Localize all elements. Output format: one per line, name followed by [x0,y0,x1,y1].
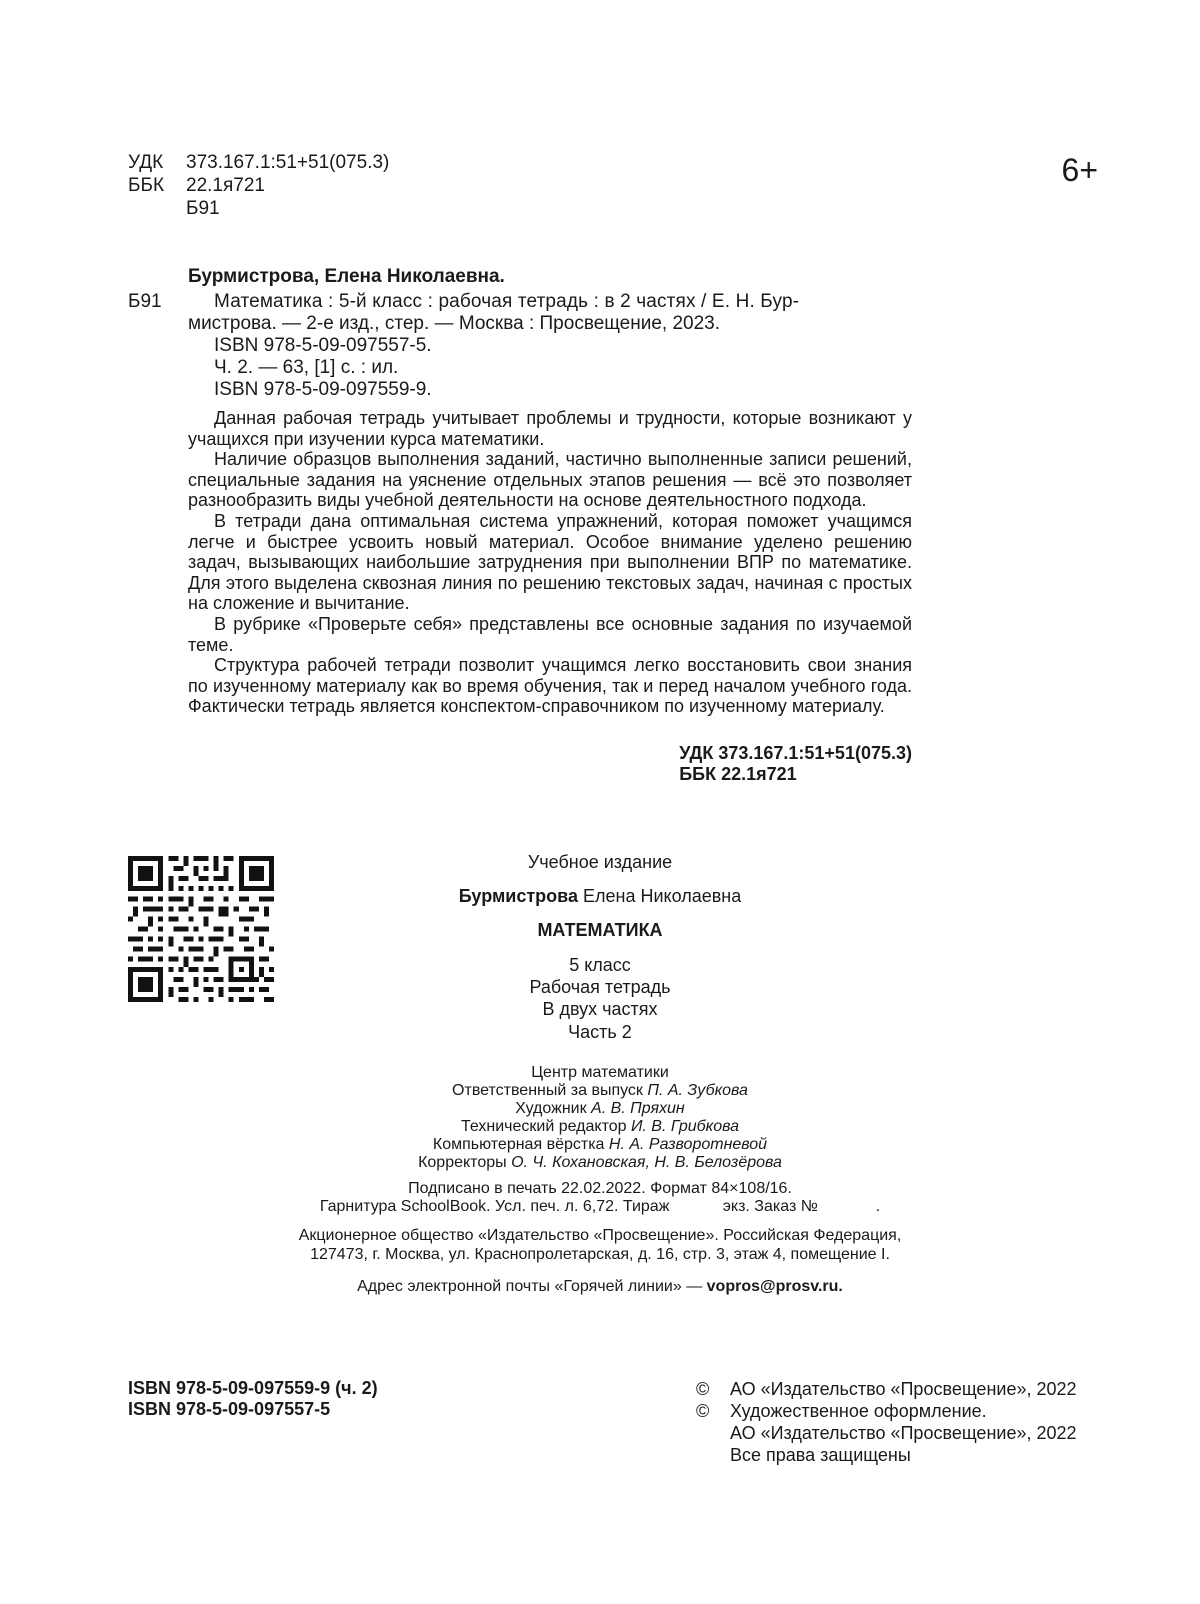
udk-value: 373.167.1:51+51(075.3) [186,152,390,173]
copyright-line: АО «Издательство «Просвещение», 2022 [730,1379,1077,1399]
staff-line [0,1100,1200,1118]
isbn-full: ISBN 978-5-09-097557-5 [128,1398,331,1419]
staff-role: Технический редактор [460,1118,631,1135]
staff-name: И. В. Грибкова [630,1118,740,1135]
annotation-paragraph: Наличие образцов выполнения заданий, частично выполненные записи решений, специальные задания на уяснение отдельных этапов решения — всё это позволяет разнообразить виды учебной деятельности на основе деятельностного подхода. [188,449,912,511]
email-prefix: Адрес электронной почты «Горячей линии» — [357,1278,707,1295]
hotline-email [0,1278,1200,1296]
copyright-symbol: © [696,1379,710,1399]
copyright-line: Художественное оформление. [730,1401,987,1421]
bbk-label: ББК [128,175,165,196]
footer-isbn [128,1378,378,1419]
publisher-line2: 127473, г. Москва, ул. Краснопролетарская, д. 16, стр. 3, этаж 4, помещение I. [310,1246,890,1263]
staff-line [0,1154,1200,1172]
biblio-title-line1: Математика : 5-й класс : рабочая тетрадь : в 2 частях / Е. Н. Бур- [214,291,800,312]
imprint-title: МАТЕМАТИКА [537,920,663,940]
annotation-paragraph: Данная рабочая тетрадь учитывает проблемы и трудности, которые возникают у учащихся при изучении курса математики. [188,408,912,449]
biblio-description [188,291,912,401]
imprint-part: Часть 2 [568,1022,632,1042]
edition-type: Учебное издание [527,852,673,872]
staff-role: Ответственный за выпуск [452,1082,648,1099]
staff-line [0,1136,1200,1154]
bbk-value: 22.1я721 [186,175,265,196]
email-address: vopros@prosv.ru. [706,1278,843,1295]
biblio-isbn-full: ISBN 978-5-09-097557-5. [214,335,432,356]
staff-role: Художник [515,1100,592,1117]
biblio-isbn-part: ISBN 978-5-09-097559-9. [214,379,432,400]
staff-name: О. Ч. Кохановская, Н. В. Белозёрова [511,1154,782,1171]
imprint-author-name: Елена Николаевна [578,886,742,906]
author-mark: Б91 [186,198,220,219]
imprint-grade: 5 класс [569,955,631,975]
annotation [188,408,912,717]
age-rating: 6+ [1061,152,1098,188]
biblio-author-mark: Б91 [128,291,162,312]
imprint-parts: В двух частях [542,999,658,1019]
staff-name: А. В. Пряхин [591,1100,685,1117]
imprint-author [0,886,1200,907]
copyright-block [696,1378,1077,1466]
annotation-paragraph: Структура рабочей тетради позволит учащимся легко восстановить свои знания по изученному материалу как во время обучения, так и перед началом учебного года. Фактически тетрадь является конспектом-справочником по изученному материалу. [188,655,912,717]
rights-reserved: Все права защищены [730,1445,911,1465]
biblio-author: Бурмистрова, Елена Николаевна. [188,266,505,287]
annotation-paragraph: В рубрике «Проверьте себя» представлены все основные задания по изучаемой теме. [188,613,912,655]
imprint-author-surname: Бурмистрова [458,886,578,906]
isbn-part: ISBN 978-5-09-097559-9 (ч. 2) [128,1378,378,1398]
imprint-book-type: Рабочая тетрадь [529,977,671,997]
print-info-line2: Гарнитура SchoolBook. Усл. печ. л. 6,72. Тираж экз. Заказ № . [319,1198,881,1215]
copyright-symbol: © [696,1401,710,1421]
staff-role: Компьютерная вёрстка [432,1136,609,1153]
staff-line [0,1082,1200,1100]
udk-label: УДК [128,152,164,173]
staff-role: Корректоры [418,1154,512,1171]
classification-codes [128,152,389,221]
staff-line [0,1118,1200,1136]
imprint-center: Центр математики [531,1064,669,1081]
biblio-title-line2: мистрова. — 2-е изд., стер. — Москва : Просвещение, 2023. [188,313,721,334]
staff-name: Н. А. Разворотневой [608,1136,768,1153]
bbk-code: ББК 22.1я721 [679,763,797,784]
udk-code: УДК 373.167.1:51+51(075.3) [679,743,912,763]
biblio-part-info: Ч. 2. — 63, [1] с. : ил. [214,357,399,378]
classification-codes-bottom [679,743,912,784]
staff-name: П. А. Зубкова [647,1082,748,1099]
copyright-line: АО «Издательство «Просвещение», 2022 [730,1423,1077,1443]
publisher-line1: Акционерное общество «Издательство «Просвещение». Российская Федерация, [298,1227,902,1244]
annotation-paragraph: В тетради дана оптимальная система упражнений, которая поможет учащимся легче и быстрее усвоить новый материал. Особое внимание уделено решению задач, вызывающих наибольшие затруднения при выполнении ВПР по математике. Для этого выделена сквозная линия по решению текстовых задач, начиная с простых на сложение и вычитание. [188,510,912,614]
print-info-line1: Подписано в печать 22.02.2022. Формат 84×108/16. [408,1180,792,1197]
